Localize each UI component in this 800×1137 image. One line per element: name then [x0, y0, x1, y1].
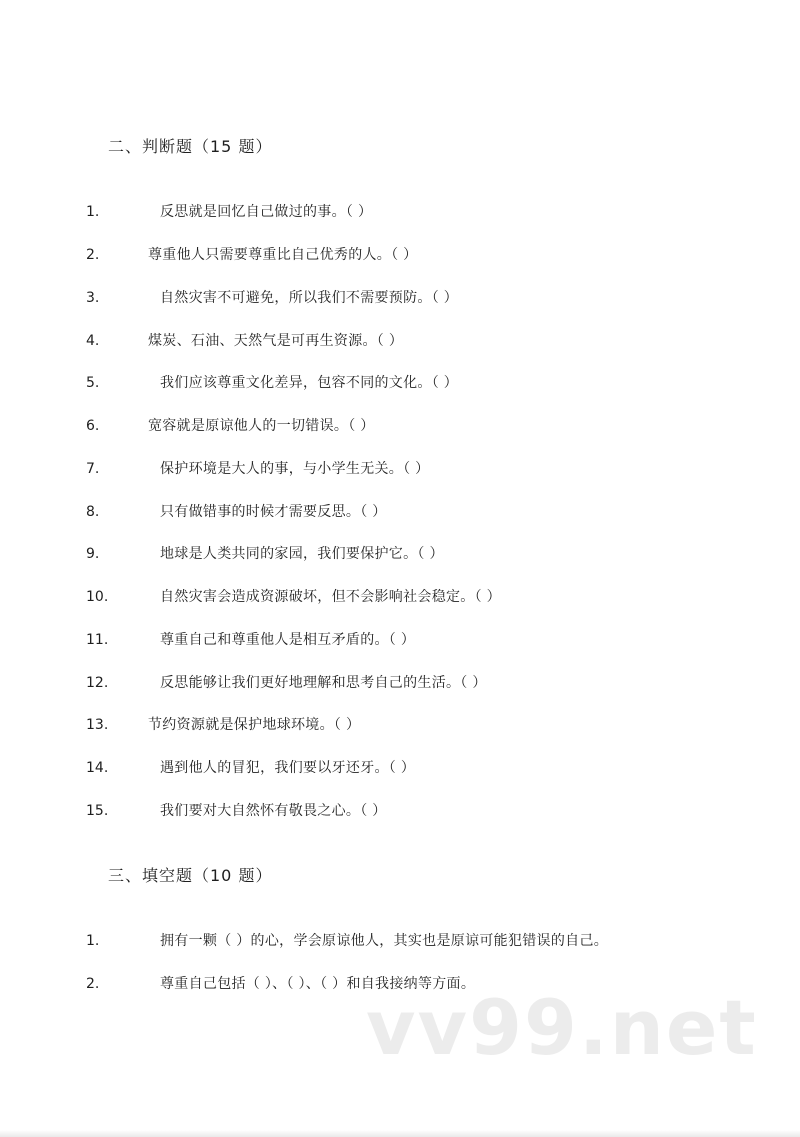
page-bottom-edge [0, 1130, 800, 1137]
question-text: 只有做错事的时候才需要反思。（ ） [160, 504, 387, 520]
question-item [0, 672, 800, 694]
question-number: 2. [86, 247, 100, 263]
question-text: 我们要对大自然怀有敬畏之心。（ ） [160, 803, 387, 819]
question-text: 地球是人类共同的家园，我们要保护它。（ ） [160, 546, 444, 562]
question-number: 10. [86, 589, 109, 605]
question-item [0, 458, 800, 480]
question-text: 煤炭、石油、天然气是可再生资源。（ ） [148, 333, 404, 349]
question-item [0, 714, 800, 736]
question-number: 7. [86, 461, 100, 477]
question-text: 宽容就是原谅他人的一切错误。（ ） [148, 418, 375, 434]
question-item [0, 415, 800, 437]
question-text: 尊重自己包括（ ）、（ ）、（ ）和自我接纳等方面。 [160, 976, 476, 992]
question-item [0, 287, 800, 309]
question-text: 我们应该尊重文化差异，包容不同的文化。（ ） [160, 375, 459, 391]
question-item [0, 501, 800, 523]
question-number: 9. [86, 546, 100, 562]
question-number: 13. [86, 717, 109, 733]
watermark: vv99.net [366, 983, 758, 1072]
question-item [0, 201, 800, 223]
question-number: 1. [86, 933, 100, 949]
question-text: 保护环境是大人的事，与小学生无关。（ ） [160, 461, 430, 477]
question-item [0, 586, 800, 608]
question-text: 尊重他人只需要尊重比自己优秀的人。（ ） [148, 247, 418, 263]
section-title-fill-blank: 三、填空题（10 题） [108, 866, 273, 885]
question-item [0, 330, 800, 352]
question-text: 尊重自己和尊重他人是相互矛盾的。（ ） [160, 632, 416, 648]
question-item [0, 800, 800, 822]
question-number: 6. [86, 418, 100, 434]
question-text: 反思就是回忆自己做过的事。（ ） [160, 204, 373, 220]
question-item [0, 372, 800, 394]
question-number: 1. [86, 204, 100, 220]
question-text: 遇到他人的冒犯，我们要以牙还牙。（ ） [160, 760, 416, 776]
question-number: 2. [86, 976, 100, 992]
question-text: 拥有一颗（ ）的心，学会原谅他人，其实也是原谅可能犯错误的自己。 [160, 933, 609, 949]
question-number: 8. [86, 504, 100, 520]
question-number: 3. [86, 290, 100, 306]
question-number: 11. [86, 632, 109, 648]
question-number: 5. [86, 375, 100, 391]
question-text: 节约资源就是保护地球环境。（ ） [148, 717, 361, 733]
question-number: 4. [86, 333, 100, 349]
question-item [0, 757, 800, 779]
question-number: 12. [86, 675, 109, 691]
question-item [0, 930, 800, 952]
question-text: 自然灾害不可避免，所以我们不需要预防。（ ） [160, 290, 459, 306]
question-number: 15. [86, 803, 109, 819]
question-item [0, 244, 800, 266]
question-number: 14. [86, 760, 109, 776]
question-text: 自然灾害会造成资源破坏，但不会影响社会稳定。（ ） [160, 589, 501, 605]
section-title-judgment: 二、判断题（15 题） [108, 137, 273, 156]
question-item [0, 543, 800, 565]
question-text: 反思能够让我们更好地理解和思考自己的生活。（ ） [160, 675, 487, 691]
question-item [0, 629, 800, 651]
